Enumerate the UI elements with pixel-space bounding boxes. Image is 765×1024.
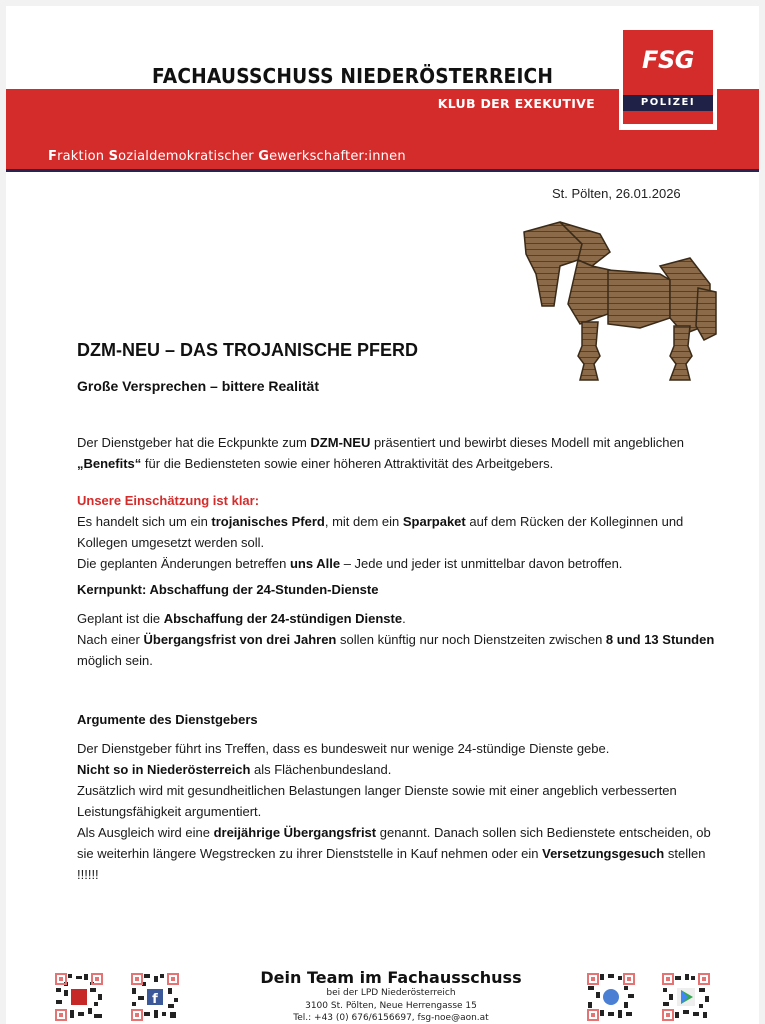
trojan-horse-icon (520, 214, 720, 386)
footer-title: Dein Team im Fachausschuss (260, 968, 522, 987)
assessment-heading: Unsere Einschätzung ist klar: (77, 493, 260, 508)
header-divider (6, 169, 759, 172)
argumente-heading: Argumente des Dienstgebers (77, 712, 258, 727)
footer-address: 3100 St. Pölten, Neue Herrengasse 15 (305, 1001, 477, 1011)
qr-code-google-play-icon[interactable] (661, 972, 711, 1022)
qr-code-facebook-icon[interactable] (130, 972, 180, 1022)
header-title: FACHAUSSCHUSS NIEDERÖSTERREICH (152, 64, 554, 88)
assessment-text: Es handelt sich um ein trojanisches Pferd, mit dem ein Sparpaket auf dem Rücken der Kolleginnen und Kollegen umgesetzt werden soll. (77, 514, 684, 550)
document-page (6, 6, 759, 1024)
kernpunkt-text: Geplant ist die Abschaffung der 24-stündigen Dienste. Nach einer Übergangsfrist von drei Jahren sollen künftig nur noch Dienstzeiten zwischen 8 und 13 Stunden möglich sein. (77, 611, 715, 668)
qr-code-app-store-icon[interactable] (586, 972, 636, 1022)
argumente-text: Der Dienstgeber führt ins Treffen, dass es bundesweit nur wenige 24-stündige Dienste gebe. Nicht so in Niederösterreich als Flächenbundesland. Zusätzlich wird mit gesundheitlichen Belastungen langer Dienste sowie mit einer angeblich verbesserten Leistungsfähigkeit argumentiert. Als Ausgleich wird eine dreijährige Übergangsfrist genannt. Danach sollen sich Bedienstete entscheiden, ob sie weiterhin längere Wegstrecken zu ihrer Dienststelle in Kauf nehmen oder ein Versetzungsgesuch stellen !!!!!! (77, 741, 711, 882)
assessment-section (77, 490, 717, 574)
logo-brand: FSG (642, 46, 694, 74)
document-title: DZM-NEU – DAS TROJANISCHE PFERD (77, 340, 419, 360)
document-date: St. Pölten, 26.01.2026 (552, 186, 681, 201)
fraction-tagline: Fraktion Sozialdemokratischer Gewerkschafter:innen (48, 149, 406, 164)
intro-paragraph: Der Dienstgeber hat die Eckpunkte zum DZM-NEU präsentiert und bewirbt dieses Modell mit angeblichen „Benefits“ für die Bediensteten sowie einer höheren Attraktivität des Arbeitgebers. (77, 435, 684, 471)
footer-contact: Tel.: +43 (0) 676/6156697, fsg-noe@aon.at (293, 1013, 489, 1023)
qr-code-fsg-icon[interactable] (54, 972, 104, 1022)
logo-unit: POLIZEI (623, 95, 713, 111)
document-subtitle: Große Versprechen – bittere Realität (77, 378, 319, 394)
svg-text:f: f (152, 992, 158, 1007)
fsg-logo (619, 26, 717, 130)
footer-line-1: bei der LPD Niederösterreich (326, 988, 456, 998)
header-subtitle: KLUB DER EXEKUTIVE (437, 96, 595, 111)
assessment-text-2: Die geplanten Änderungen betreffen uns Alle – Jede und jeder ist unmittelbar davon betroffen. (77, 556, 623, 571)
kernpunkt-heading: Kernpunkt: Abschaffung der 24-Stunden-Dienste (77, 582, 379, 597)
